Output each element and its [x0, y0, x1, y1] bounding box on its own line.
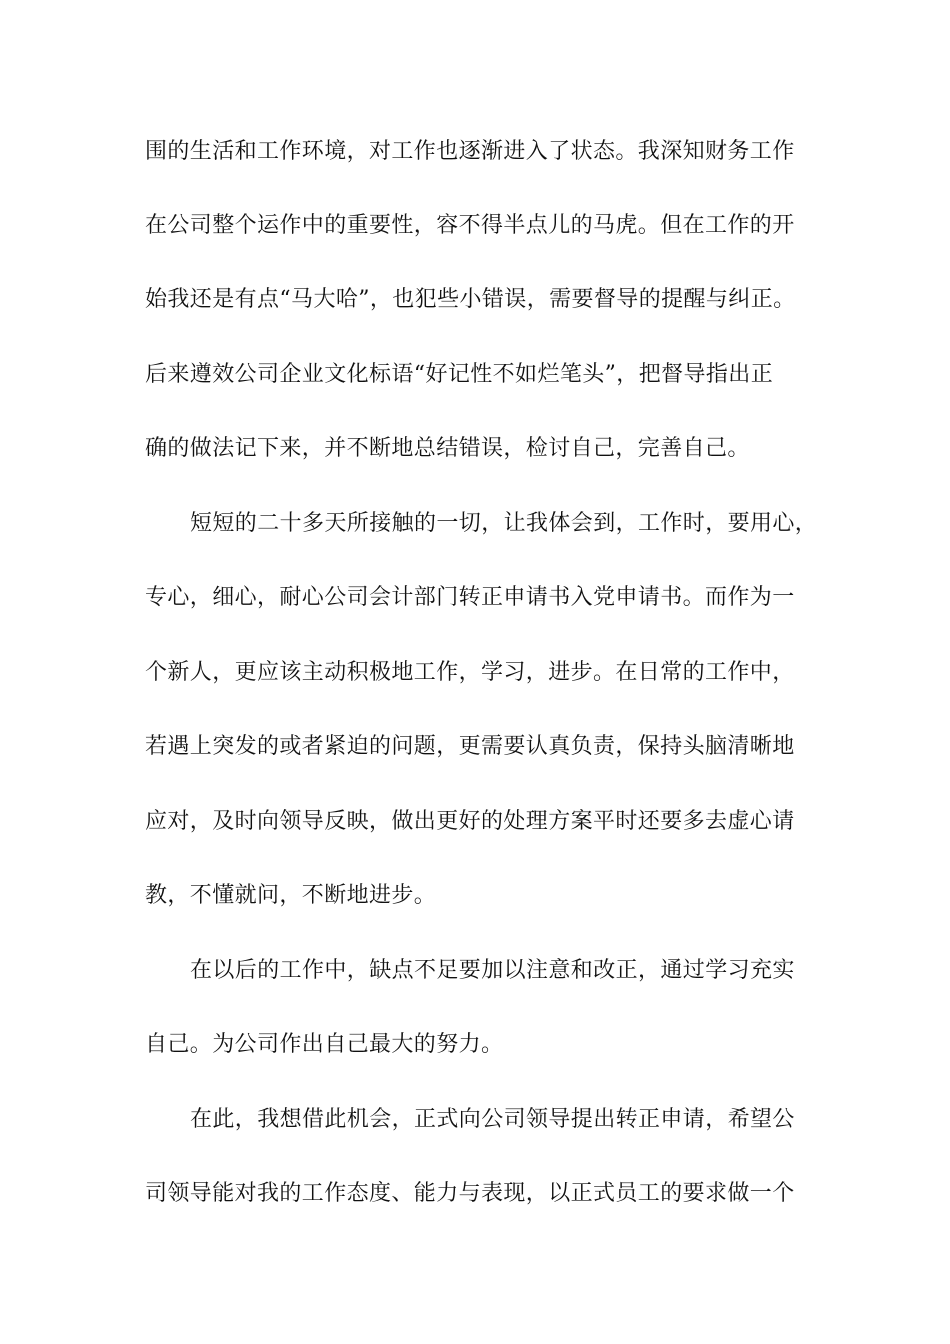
paragraph-start-line: 在以后的工作中，缺点不足要加以注意和改正，通过学习充实	[190, 958, 795, 983]
text-line: 教，不懂就问，不断地进步。	[145, 883, 437, 908]
text-line: 应对，及时向领导反映，做出更好的处理方案平时还要多去虚心请	[145, 809, 795, 834]
text-line: 司领导能对我的工作态度、能力与表现，以正式员工的要求做一个	[145, 1181, 795, 1206]
text-line: 围的生活和工作环境，对工作也逐渐进入了状态。我深知财务工作	[145, 139, 795, 164]
text-line: 若遇上突发的或者紧迫的问题，更需要认真负责，保持头脑清晰地	[145, 734, 795, 759]
text-line: 自己。为公司作出自己最大的努力。	[145, 1032, 504, 1057]
paragraph-start-line: 在此，我想借此机会，正式向公司领导提出转正申请，希望公	[190, 1107, 795, 1132]
text-line: 后来遵效公司企业文化标语“好记性不如烂笔头”，把督导指出正	[145, 362, 774, 387]
paragraph-start-line: 短短的二十多天所接触的一切，让我体会到，工作时，要用心，	[190, 511, 818, 536]
text-line: 始我还是有点“马大哈”，也犯些小错误，需要督导的提醒与纠正。	[145, 287, 796, 312]
text-line: 专心，细心，耐心公司会计部门转正申请书入党申请书。而作为一	[145, 585, 795, 610]
text-line: 确的做法记下来，并不断地总结错误，检讨自己，完善自己。	[145, 436, 750, 461]
text-line: 个新人，更应该主动积极地工作，学习，进步。在日常的工作中，	[145, 660, 795, 685]
text-line: 在公司整个运作中的重要性，容不得半点儿的马虎。但在工作的开	[145, 213, 795, 238]
